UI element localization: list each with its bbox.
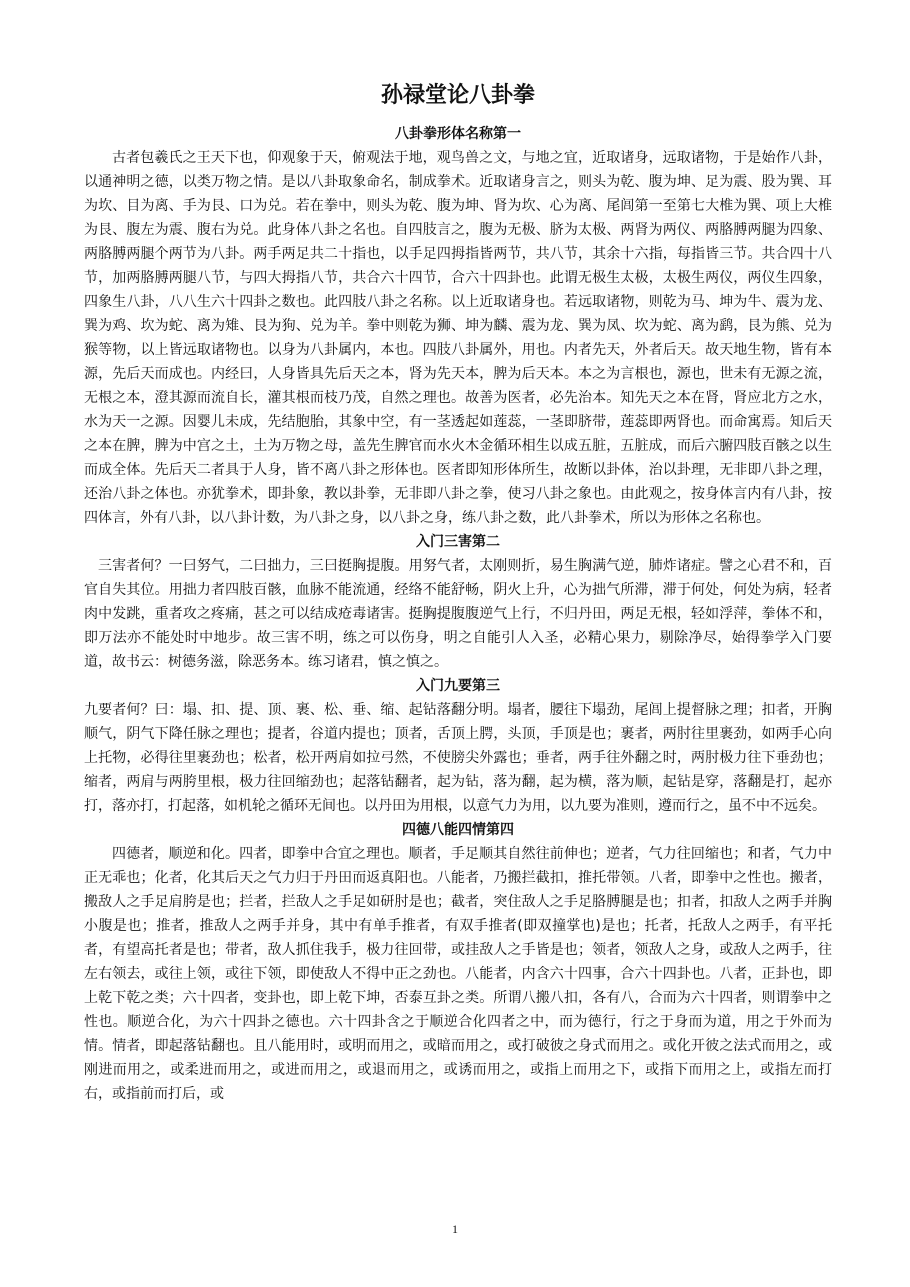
document-page	[84, 78, 832, 1106]
page-number: 1	[452, 1222, 458, 1236]
section-body-2: 三害者何？一曰努气，二曰拙力，三曰挺胸提腹。用努气者，太刚则折，易生胸满气逆，肺炸诸症。譬之心君不和，百官自失其位。用拙力者四肢百骸，血脉不能流通，经络不能舒畅，阴火上升，心为拙气所滞，滞于何处，何处为病，轻者肉中发跳，重者攻之疼痛，甚之可以结成疮毒诸害。挺胸提腹腹逆气上行，不归丹田，两足无根，轻如浮萍，拳体不和，即万法亦不能处时中地步。故三害不明，练之可以伤身，明之自能引人入圣，必精心果力，剔除净尽，始得拳学入门要道，故书云：树德务滋，除恶务本。练习诸君，慎之慎之。	[84, 558, 832, 670]
section-body-1: 古者包羲氏之王天下也，仰观象于天，俯观法于地，观鸟兽之文，与地之宜，近取诸身，远取诸物，于是始作八卦，以通神明之德，以类万物之情。是以八卦取象命名，制成拳术。近取诸身言之，则头为乾、腹为坤、足为震、股为巽、耳为坎、目为离、手为艮、口为兑。若在拳中，则头为乾、腹为坤、肾为坎、心为离、尾闾第一至第七大椎为巽、项上大椎为艮、腹左为震、腹右为兑。此身体八卦之名也。自四肢言之，腹为无极、脐为太极、两肾为两仪、两胳膊两腿为四象、两胳膊两腿个两节为八卦。两手两足共二十指也，以手足四拇指皆两节，共八节，其余十六指，每指皆三节。共合四十八节，加两胳膊两腿八节，与四大拇指八节，共合六十四节，合六十四卦也。此谓无极生太极，太极生两仪，两仪生四象，四象生八卦，八八生六十四卦之数也。此四肢八卦之名称。以上近取诸身也。若远取诸物，则乾为马、坤为牛、震为龙、巽为鸡、坎为蛇、离为雉、艮为狗、兑为羊。拳中则乾为狮、坤为麟、震为龙、巽为凤、坎为蛇、离为鹞，艮为熊、兑为猴等物，以上皆远取诸物也。以身为八卦属内，本也。四肢八卦属外，用也。内者先天，外者后天。故天地生物，皆有本源，先后天而成也。内经曰，人身皆具先后天之本，肾为先天本，脾为后天本。本之为言根也，源也，世未有无源之流，无根之本，澄其源而流自长，灌其根而枝乃茂，自然之理也。故善为医者，必先治本。知先天之本在肾，肾应北方之水，水为天一之源。因婴儿未成，先结胞胎，其象中空，有一茎透起如莲蕊，一茎即脐带，莲蕊即两肾也。而命寓焉。知后天之本在脾，脾为中宫之土，土为万物之母，盖先生脾官而水火木金循环相生以成五脏，五脏成，而后六腑四肢百骸之以生而成全体。先后天二者具于人身，皆不离八卦之形体也。医者即知形体所生，故断以卦体，治以卦理，无非即八卦之理，还治八卦之体也。亦犹拳术，即卦象，教以卦拳，无非即八卦之拳，使习八卦之象也。由此观之，按身体言内有八卦，按四体言，外有八卦，以八卦计数，为八卦之身，以八卦之身，练八卦之数，此八卦拳术，所以为形体之名称也。	[84, 150, 832, 526]
section-heading-1: 八卦拳形体名称第一	[395, 126, 521, 142]
section-heading-4: 四德八能四情第四	[402, 822, 514, 838]
section-body-3: 九要者何？曰：塌、扣、提、顶、裹、松、垂、缩、起钻落翻分明。塌者，腰往下塌劲，尾闾上提督脉之理；扣者，开胸顺气，阴气下降任脉之理也；提者，谷道内提也；顶者，舌顶上腭，头顶，手顶是也；裹者，两肘往里裹劲，如两手心向上托物，必得往里裹劲也；松者，松开两肩如拉弓然，不使膀尖外露也；垂者，两手往外翻之时，两肘极力往下垂劲也；缩者，两肩与两胯里根，极力往回缩劲也；起落钻翻者，起为钻，落为翻，起为横，落为顺，起钻是穿，落翻是打，起亦打，落亦打，打起落，如机轮之循环无间也。以丹田为用根，以意气力为用，以九要为准则，遵而行之，虽不中不远矣。	[84, 702, 832, 814]
document-title: 孙禄堂论八卦拳	[380, 83, 535, 108]
section-body-4: 四德者，顺逆和化。四者，即拳中合宜之理也。顺者，手足顺其自然往前伸也；逆者，气力往回缩也；和者，气力中正无乖也；化者，化其后天之气力归于丹田而返真阳也。八能者，乃搬拦截扣，推托带领。八者，即拳中之性也。搬者，搬敌人之手足肩胯是也；拦者，拦敌人之手足如研肘是也；截者，突住敌人之手足胳膊腿是也；扣者，扣敌人之两手并胸小腹是也；推者，推敌人之两手并身，其中有单手推者，有双手推者(即双撞掌也)是也；托者，托敌人之两手，有平托者，有望高托者是也；带者，敌人抓住我手，极力往回带，或挂敌人之手皆是也；领者，领敌人之身，或敌人之两手，往左右领去，或往上领，或往下领，即使敌人不得中正之劲也。八能者，内含六十四事，合六十四卦也。八者，正卦也，即上乾下乾之类；六十四者，变卦也，即上乾下坤，否泰互卦之类。所谓八搬八扣，各有八，合而为六十四者，则谓拳中之性也。顺逆合化，为六十四卦之德也。六十四卦含之于顺逆合化四者之中，而为德行，行之于身而为道，用之于外而为情。情者，即起落钻翻也。且八能用时，或明而用之，或暗而用之，或打破彼之身式而用之。或化开彼之法式而用之，或刚进而用之，或柔进而用之，或进而用之，或退而用之，或诱而用之，或指上而用之下，或指下而用之上，或指左而打右，或指前而打后，或	[84, 846, 832, 1102]
section-heading-3: 入门九要第三	[416, 678, 500, 694]
section-heading-2: 入门三害第二	[416, 534, 500, 550]
